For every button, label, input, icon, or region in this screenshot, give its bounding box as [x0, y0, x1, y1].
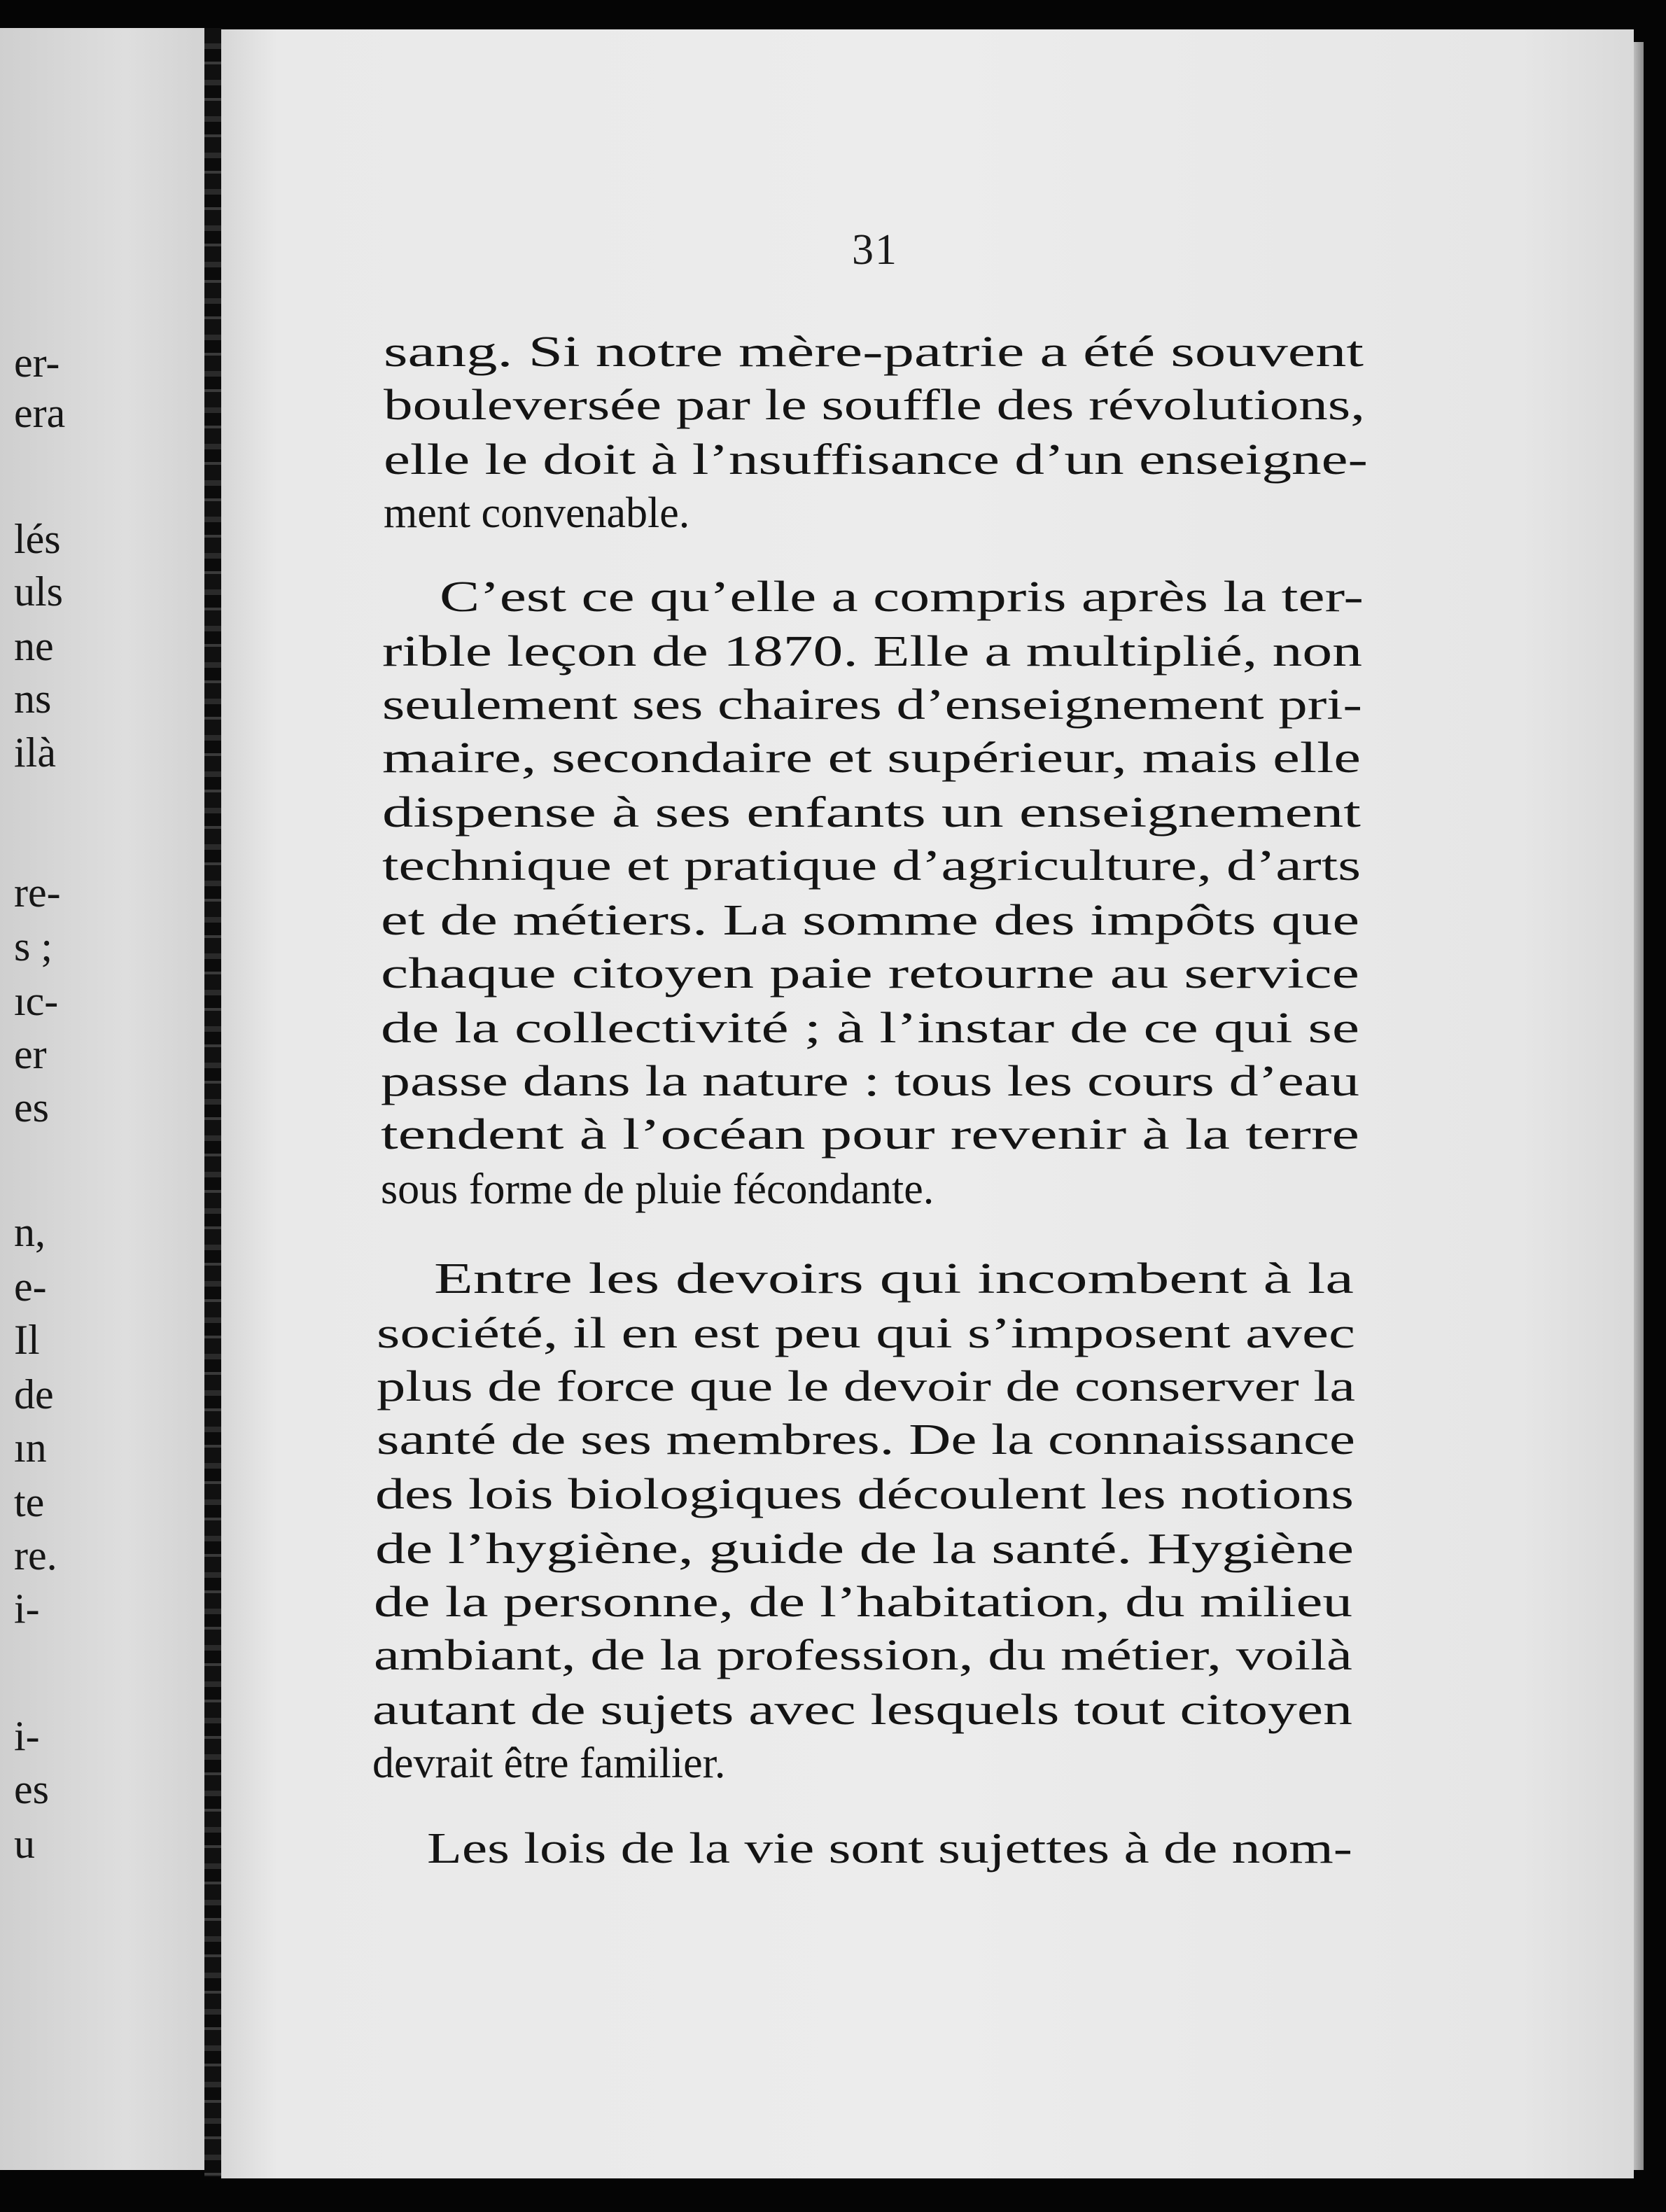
text-line: santé de ses membres. De la connaissance	[377, 1416, 1355, 1464]
previous-page-fragment	[0, 28, 210, 2170]
text-line: elle le doit à l’nsuffisance d’un enseigne-	[384, 436, 1368, 484]
left-page-text-fragment: era	[14, 390, 66, 436]
left-page-text-fragment: ın	[14, 1424, 47, 1471]
text-line: C’est ce qu’elle a compris après la ter-	[440, 573, 1364, 621]
left-page-text-fragment: n,	[14, 1209, 46, 1255]
left-page-text-fragment: er-	[14, 340, 60, 386]
text-line: plus de force que le devoir de conserver la	[377, 1363, 1356, 1410]
text-line: Entre les devoirs qui incombent à la	[434, 1255, 1354, 1303]
left-page-text-fragment: uls	[14, 568, 64, 615]
left-page-text-fragment: ıc-	[14, 978, 59, 1024]
left-page-text-fragment: er	[14, 1031, 47, 1077]
book-binding	[204, 28, 223, 2177]
left-page-text-fragment: lés	[14, 516, 61, 562]
page-number: 31	[852, 226, 898, 274]
text-line: passe dans la nature : tous les cours d’eau	[381, 1058, 1360, 1105]
text-line: des lois biologiques découlent les notions	[375, 1471, 1354, 1518]
page-edge-shadow	[1634, 42, 1644, 2170]
text-line: chaque citoyen paie retourne au service	[381, 950, 1359, 997]
text-line: et de métiers. La somme des impôts que	[381, 897, 1359, 944]
left-page-text-fragment: i-	[14, 1586, 40, 1632]
text-line: devrait être familier.	[372, 1740, 726, 1787]
text-line: de la personne, de l’habitation, du milieu	[374, 1578, 1352, 1626]
left-page-text-fragment: s ;	[14, 923, 53, 969]
text-line: bouleversée par le souffle des révolutions,	[384, 382, 1366, 429]
left-page-text-fragment: e-	[14, 1264, 47, 1310]
text-line: technique et pratique d’agriculture, d’arts	[382, 842, 1362, 890]
text-line: dispense à ses enfants un enseignement	[382, 789, 1361, 836]
text-line: de la collectivité ; à l’instar de ce qui se	[381, 1004, 1360, 1052]
left-page-text-fragment: ne	[14, 623, 54, 669]
left-page-text-fragment: ns	[14, 676, 52, 722]
text-line: rible leçon de 1870. Elle a multiplié, non	[382, 628, 1363, 676]
left-page-text-fragment: Il	[14, 1317, 40, 1363]
left-page-text-fragment: i-	[14, 1713, 40, 1759]
text-line: sous forme de pluie fécondante.	[381, 1166, 934, 1213]
text-line: société, il en est peu qui s’imposent avec	[377, 1310, 1355, 1357]
text-line: de l’hygiène, guide de la santé. Hygiène	[375, 1525, 1354, 1573]
text-line: maire, secondaire et supérieur, mais elle	[382, 734, 1362, 782]
left-page-text-fragment: ilà	[14, 729, 56, 776]
left-page-text-fragment: re-	[14, 869, 61, 916]
text-line: seulement ses chaires d’enseignement pri-	[382, 681, 1363, 729]
text-line: Les lois de la vie sont sujettes à de nom-	[427, 1825, 1352, 1872]
text-line: ambiant, de la profession, du métier, voilà	[374, 1632, 1352, 1679]
left-page-text-fragment: re.	[14, 1532, 57, 1578]
left-page-text-fragment: de	[14, 1371, 54, 1418]
left-page-text-fragment: es	[14, 1766, 49, 1812]
text-line: tendent à l’océan pour revenir à la terre	[381, 1111, 1359, 1158]
left-page-text-fragment: te	[14, 1479, 45, 1525]
left-page-text-fragment: u	[14, 1821, 35, 1867]
text-line: autant de sujets avec lesquels tout citoyen	[372, 1686, 1352, 1734]
text-line: ment convenable.	[384, 489, 690, 537]
left-page-text-fragment: es	[14, 1084, 49, 1130]
text-line: sang. Si notre mère-patrie a été souvent	[384, 328, 1364, 376]
